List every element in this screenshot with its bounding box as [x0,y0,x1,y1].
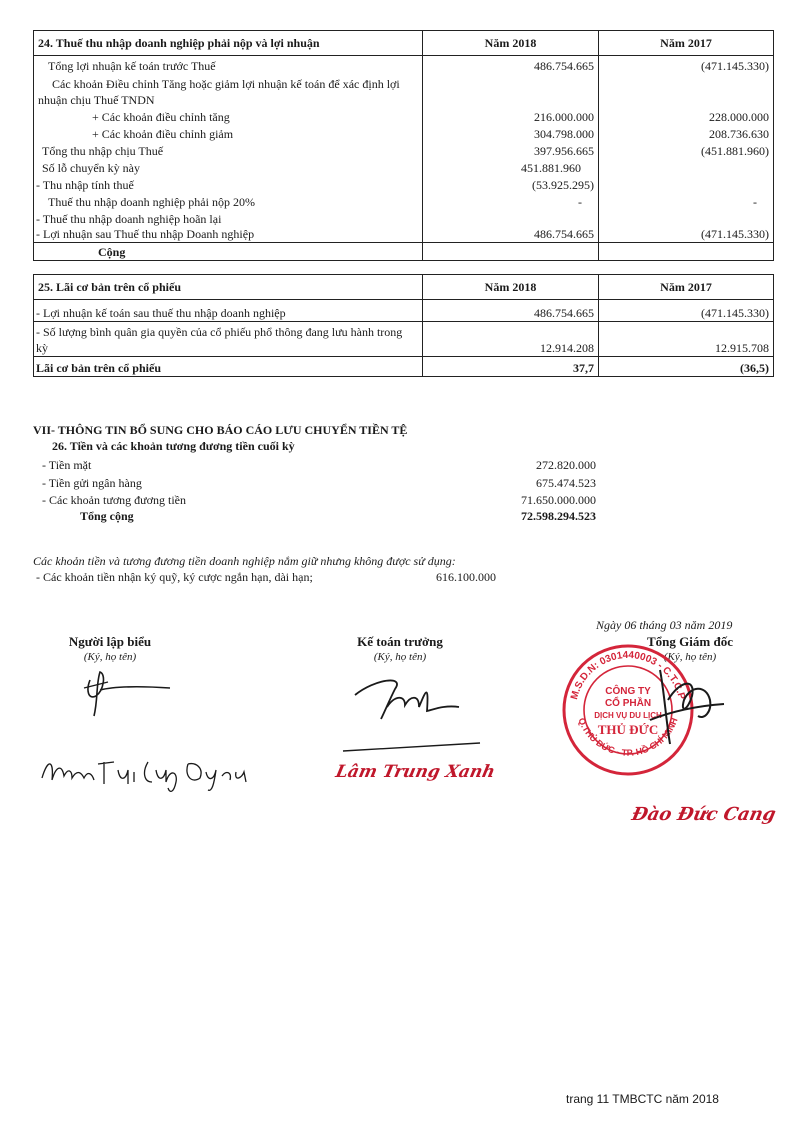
restricted-cash-value: 616.100.000 [436,570,496,584]
row-value-2017: (471.145.330) [599,227,774,243]
row-label: Số lỗ chuyển kỳ này [34,159,423,176]
table-total-row [34,357,774,377]
table-24 [33,30,774,261]
page-footer: trang 11 TMBCTC năm 2018 [566,1092,719,1106]
row-label: - Thuế thu nhập doanh nghiệp hoãn lại [34,210,423,227]
row-value-2017 [599,322,774,340]
table-25-header [34,275,774,300]
preparer-sign-note: (Ký, họ tên) [83,651,137,663]
row-label: + Các khoản điều chỉnh tăng [34,108,423,125]
row-value-2017 [599,210,774,227]
director-signature [640,660,730,750]
chief-accountant-sign-note: (Ký, họ tên) [373,651,427,663]
table-row [34,56,774,74]
preparer-signature [60,660,180,730]
row-value-2018 [423,92,599,108]
director-role: Tổng Giám đốc [647,634,733,649]
row-value-2018: - [423,193,599,210]
preparer-handwritten-name [38,748,258,798]
preparer-role: Người lập biểu [68,634,152,649]
table-24-title: 24. Thuế thu nhập doanh nghiệp phải nộp và lợi nhuận [34,31,423,56]
row-value-2017 [599,74,774,92]
chief-accountant-name: Lâm Trung Xanh [333,762,497,782]
table-25-title: 25. Lãi cơ bản trên cổ phiếu [34,275,423,300]
table-row [34,176,774,193]
row-value-2017 [599,159,774,176]
cash-item-label: - Các khoản tương đương tiền [42,493,187,507]
row-value-2018: 37,7 [423,357,599,377]
row-value-2017: - [599,193,774,210]
stamp-bottom-text: Q.THỦ ĐỨC - TP. HỒ CHÍ MINH [576,716,680,758]
row-value-2018: 304.798.000 [423,125,599,142]
row-value-2018: 397.956.665 [423,142,599,159]
table-25-col-2018: Năm 2018 [423,275,599,300]
table-25 [33,274,774,377]
table-24-col-2018: Năm 2018 [423,31,599,56]
row-value-2018 [423,243,599,261]
table-row [34,340,774,357]
row-label: Các khoản Điều chỉnh Tăng hoặc giảm lợi nhuận kế toán để xác định lợi [34,74,423,92]
row-value-2018 [423,210,599,227]
cash-item-label: - Tiền gửi ngân hàng [42,476,142,490]
row-label: Lãi cơ bản trên cổ phiếu [34,357,423,377]
row-label: kỳ [34,340,423,357]
stamp-line-4: THỦ ĐỨC [597,722,659,737]
row-label: Thuế thu nhập doanh nghiệp phải nộp 20% [34,193,423,210]
row-value-2017: (471.145.330) [599,56,774,74]
table-total-row [34,243,774,261]
row-value-2018 [423,322,599,340]
table-row [34,193,774,210]
row-value-2018: 486.754.665 [423,56,599,74]
table-row [34,300,774,322]
table-row [34,108,774,125]
table-row [34,125,774,142]
row-label: Tổng lợi nhuận kế toán trước Thuế [34,56,423,74]
row-value-2018: 451.881.960 [423,159,599,176]
row-value-2018: (53.925.295) [423,176,599,193]
section-vii-heading: VII- THÔNG TIN BỔ SUNG CHO BÁO CÁO LƯU CHUYỂN TIỀN TỆ [33,423,408,437]
row-label: - Lợi nhuận sau Thuế thu nhập Doanh nghiệp [34,227,423,243]
row-value-2017 [599,243,774,261]
table-row [34,74,774,92]
row-value-2018: 486.754.665 [423,300,599,322]
chief-accountant-role: Kế toán trưởng [357,634,443,649]
stamp-top-text: M.S.D.N: 0301440003 - C.T.C.P [569,649,687,701]
row-value-2018: 486.754.665 [423,227,599,243]
row-value-2018 [423,74,599,92]
cash-item-value: 71.650.000.000 [521,493,596,507]
cash-item-label: - Tiền mặt [42,458,92,472]
table-row [34,227,774,243]
cash-item-value: 675.474.523 [536,476,596,490]
row-value-2017: (36,5) [599,357,774,377]
stamp-line-3: DỊCH VỤ DU LỊCH [594,711,662,720]
row-value-2018: 216.000.000 [423,108,599,125]
table-24-header [34,31,774,56]
cash-item-value: 272.820.000 [536,458,596,472]
row-label: Tổng thu nhập chịu Thuế [34,142,423,159]
chief-accountant-signature [335,665,485,755]
table-row [34,142,774,159]
director-name: Đào Đức Cang [629,804,778,825]
stamp-line-2: CỔ PHẦN [604,698,652,709]
row-value-2018: 12.914.208 [423,340,599,357]
stamp-line-1: CÔNG TY [605,686,651,697]
cash-total-label: Tổng cộng [80,509,134,523]
row-value-2017 [599,176,774,193]
row-value-2017: (451.881.960) [599,142,774,159]
row-label: Cộng [34,243,423,261]
section-26-heading: 26. Tiền và các khoản tương đương tiền cuối kỳ [52,439,295,453]
table-25-col-2017: Năm 2017 [599,275,774,300]
row-value-2017: 12.915.708 [599,340,774,357]
row-label: - Số lượng bình quân gia quyền của cổ phiếu phổ thông đang lưu hành trong [34,322,423,340]
row-value-2017 [599,92,774,108]
table-row [34,322,774,340]
table-24-col-2017: Năm 2017 [599,31,774,56]
table-row [34,159,774,176]
signing-date: Ngày 06 tháng 03 năm 2019 [596,618,733,632]
row-value-2017: 228.000.000 [599,108,774,125]
row-label: - Lợi nhuận kế toán sau thuế thu nhập doanh nghiệp [34,300,423,322]
row-label: nhuận chịu Thuế TNDN [34,92,423,108]
row-value-2017: 208.736.630 [599,125,774,142]
table-row [34,210,774,227]
row-label: + Các khoản điều chỉnh giảm [34,125,423,142]
cash-total-value: 72.598.294.523 [521,509,596,523]
row-label: - Thu nhập tính thuế [34,176,423,193]
restricted-cash-note: Các khoản tiền và tương đương tiền doanh nghiệp nắm giữ nhưng không được sử dụng: [33,554,456,568]
director-sign-note: (Ký, họ tên) [663,651,717,663]
row-value-2017: (471.145.330) [599,300,774,322]
table-row [34,92,774,108]
restricted-cash-label: - Các khoản tiền nhận ký quỹ, ký cược ngắn hạn, dài hạn; [36,570,313,584]
